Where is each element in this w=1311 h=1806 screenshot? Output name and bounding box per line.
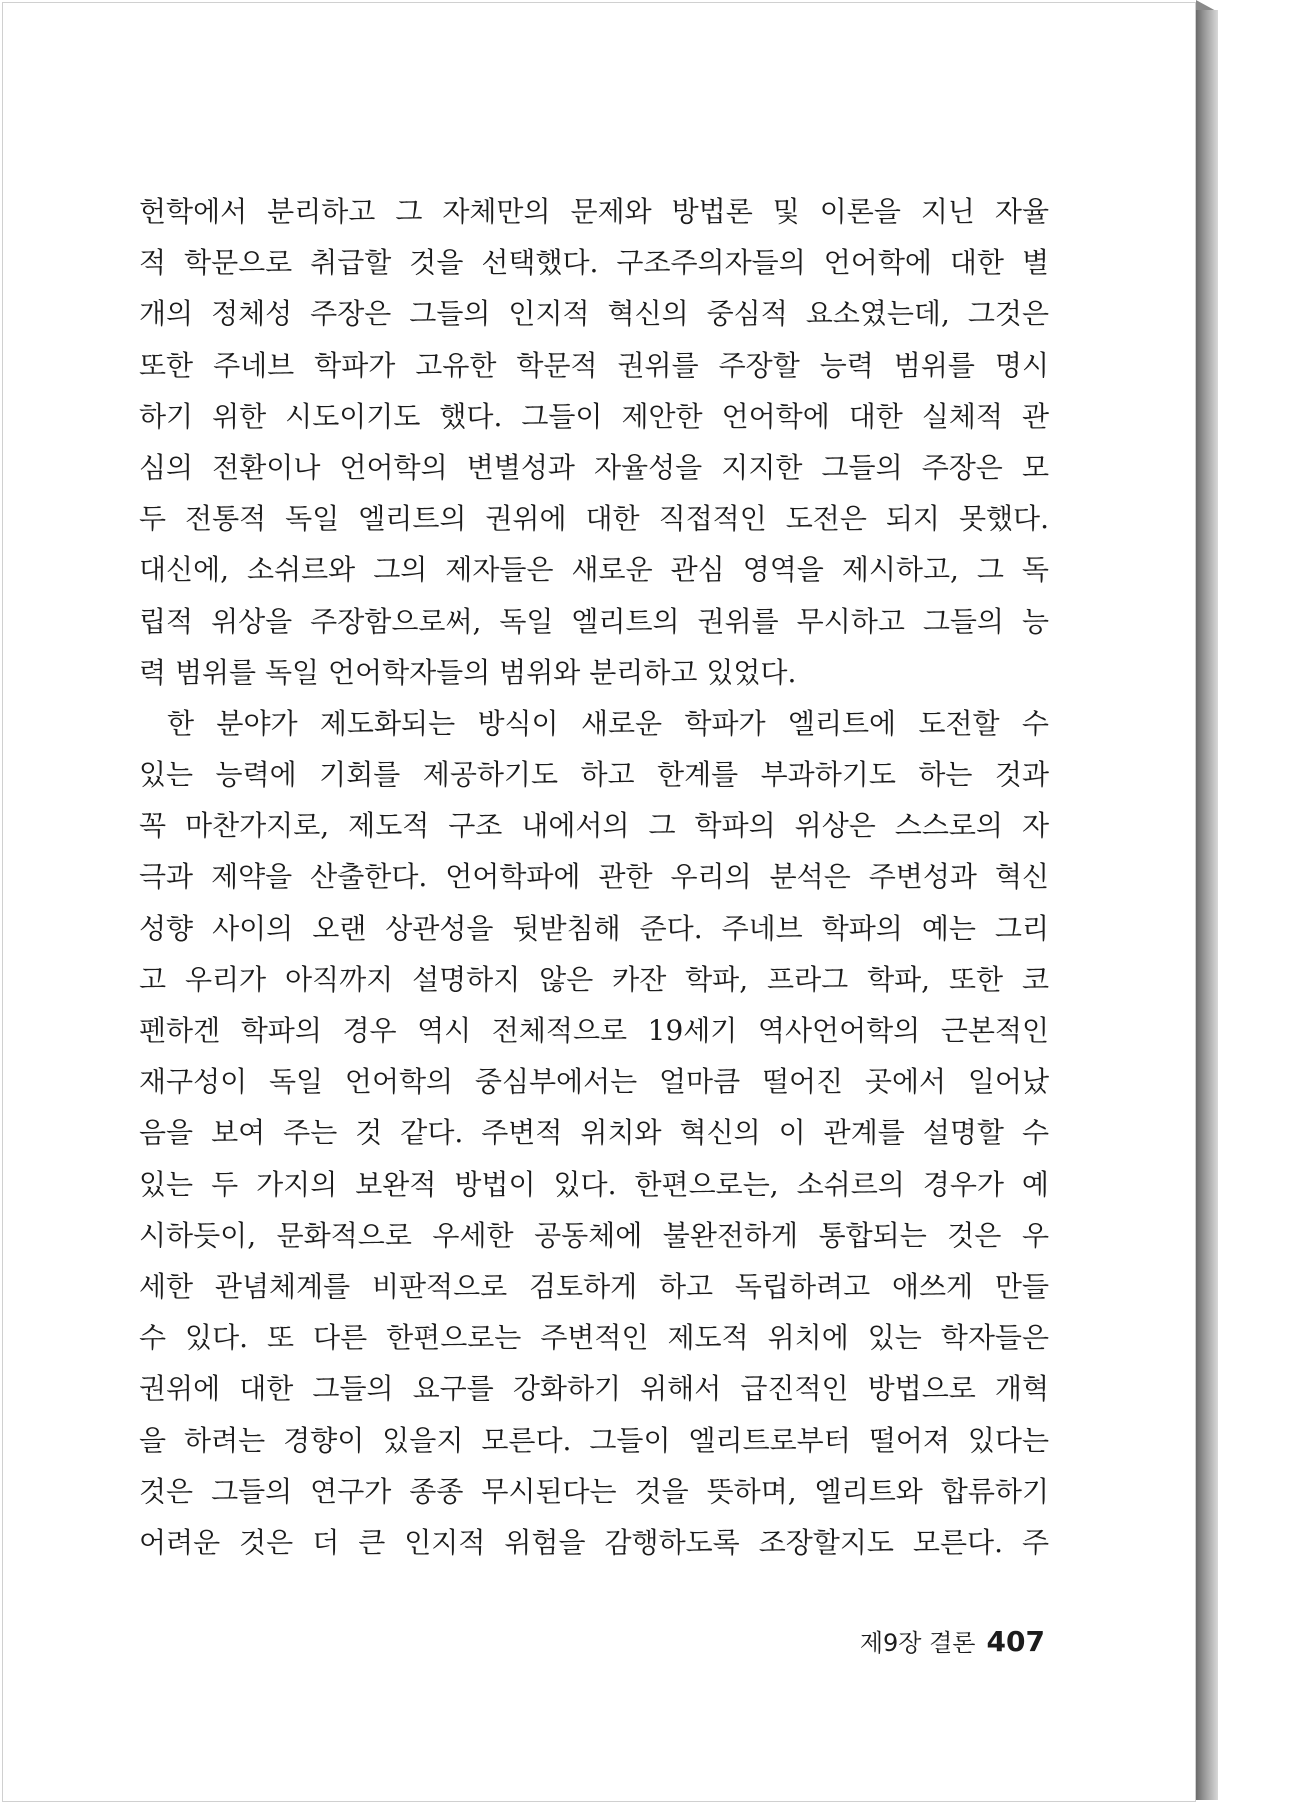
page-edge-shadow <box>1196 10 1218 1800</box>
text-line: 하기 위한 시도이기도 했다. 그들이 제안한 언어학에 대한 실체적 관 <box>139 399 1049 433</box>
text-line: 헌학에서 분리하고 그 자체만의 문제와 방법론 및 이론을 지닌 자율 <box>139 195 1049 228</box>
text-line: 대신에, 소쉬르와 그의 제자들은 새로운 관심 영역을 제시하고, 그 독 <box>139 553 1049 587</box>
text-line: 을 하려는 경향이 있을지 모른다. 그들이 엘리트로부터 떨어져 있다는 <box>139 1423 1049 1457</box>
text-line: 시하듯이, 문화적으로 우세한 공동체에 불완전하게 통합되는 것은 우 <box>139 1218 1049 1252</box>
text-line: 권위에 대한 그들의 요구를 강화하기 위해서 급진적인 방법으로 개혁 <box>139 1372 1049 1406</box>
page-footer <box>860 1623 1045 1658</box>
body-text <box>139 186 1049 1568</box>
text-line: 어려운 것은 더 큰 인지적 위험을 감행하도록 조장할지도 모른다. 주 <box>139 1525 1049 1559</box>
text-line: 있는 두 가지의 보완적 방법이 있다. 한편으로는, 소쉬르의 경우가 예 <box>139 1167 1049 1201</box>
text-line: 꼭 마찬가지로, 제도적 구조 내에서의 그 학파의 위상은 스스로의 자 <box>139 809 1049 843</box>
running-footer-chapter: 제9장 결론 <box>859 1629 976 1657</box>
text-line: 력 범위를 독일 언어학자들의 범위와 분리하고 있었다. <box>139 655 797 689</box>
page-number: 407 <box>986 1625 1045 1658</box>
text-line: 또한 주네브 학파가 고유한 학문적 권위를 주장할 능력 범위를 명시 <box>139 348 1049 382</box>
text-line: 두 전통적 독일 엘리트의 권위에 대한 직접적인 도전은 되지 못했다. <box>139 502 1049 536</box>
paragraph-first-line: 한 분야가 제도화되는 방식이 새로운 학파가 엘리트에 도전할 수 <box>167 706 1049 740</box>
text-line: 립적 위상을 주장함으로써, 독일 엘리트의 권위를 무시하고 그들의 능 <box>139 604 1049 638</box>
text-line: 개의 정체성 주장은 그들의 인지적 혁신의 중심적 요소였는데, 그것은 <box>139 297 1049 331</box>
text-line: 극과 제약을 산출한다. 언어학파에 관한 우리의 분석은 주변성과 혁신 <box>139 860 1049 894</box>
text-line: 것은 그들의 연구가 종종 무시된다는 것을 뜻하며, 엘리트와 합류하기 <box>139 1474 1049 1508</box>
text-line: 적 학문으로 취급할 것을 선택했다. 구조주의자들의 언어학에 대한 별 <box>139 246 1049 280</box>
text-line: 수 있다. 또 다른 한편으로는 주변적인 제도적 위치에 있는 학자들은 <box>139 1321 1049 1355</box>
text-line: 세한 관념체계를 비판적으로 검토하게 하고 독립하려고 애쓰게 만들 <box>139 1269 1049 1303</box>
text-line: 성향 사이의 오랜 상관성을 뒷받침해 준다. 주네브 학파의 예는 그리 <box>139 911 1049 945</box>
text-line: 있는 능력에 기회를 제공하기도 하고 한계를 부과하기도 하는 것과 <box>139 758 1049 792</box>
text-line: 재구성이 독일 언어학의 중심부에서는 얼마큼 떨어진 곳에서 일어났 <box>139 1065 1049 1099</box>
text-line: 펜하겐 학파의 경우 역시 전체적으로 19세기 역사언어학의 근본적인 <box>139 1014 1049 1047</box>
text-line: 고 우리가 아직까지 설명하지 않은 카잔 학파, 프라그 학파, 또한 코 <box>139 962 1049 996</box>
text-line: 음을 보여 주는 것 같다. 주변적 위치와 혁신의 이 관계를 설명할 수 <box>139 1116 1049 1150</box>
book-page <box>2 2 1196 1802</box>
text-line: 심의 전환이나 언어학의 변별성과 자율성을 지지한 그들의 주장은 모 <box>139 450 1049 484</box>
